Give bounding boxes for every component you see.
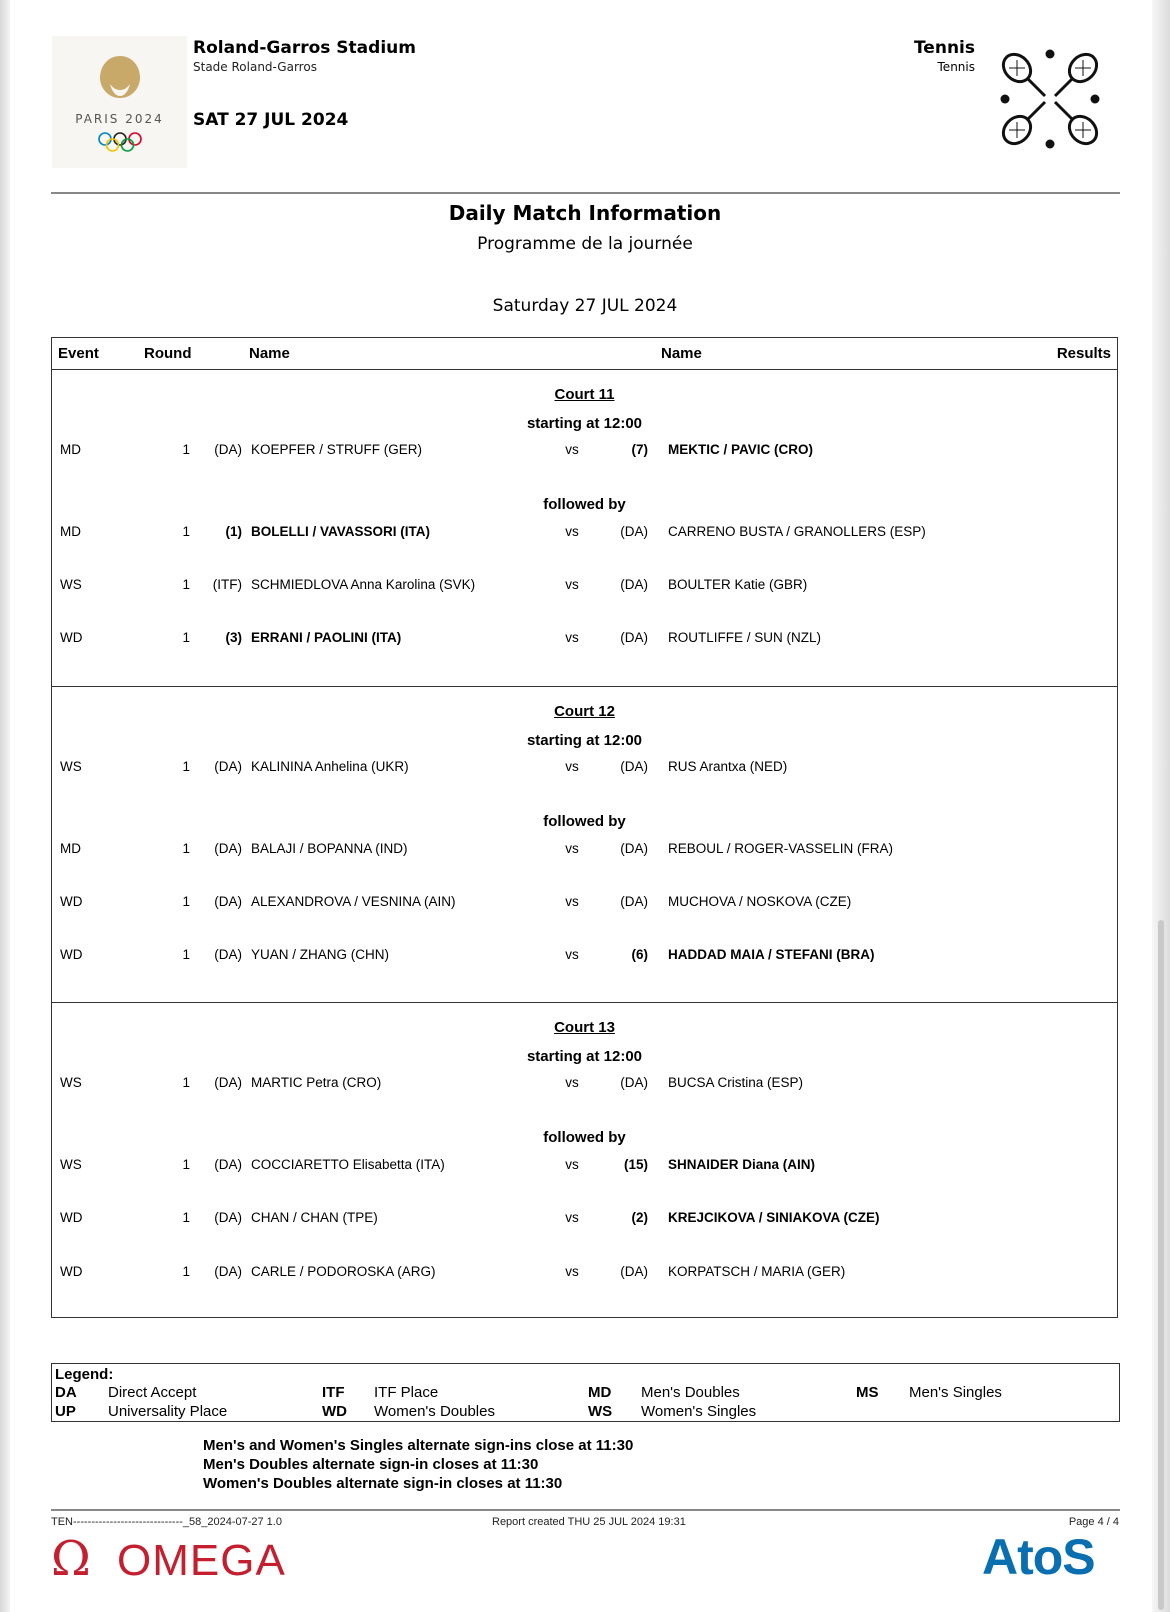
seed-1: (DA) <box>214 1075 242 1090</box>
player-2: MEKTIC / PAVIC (CRO) <box>668 442 813 457</box>
header-results: Results <box>1056 345 1111 362</box>
seed-1: (DA) <box>214 442 242 457</box>
legend-code: ITF <box>322 1384 345 1401</box>
followed-by: followed by <box>543 813 626 830</box>
seed-2: (7) <box>631 442 648 457</box>
header-round: Round <box>144 345 192 362</box>
logo-text: PARIS 2024 <box>75 112 164 126</box>
header-event: Event <box>58 345 99 362</box>
match-row <box>52 1157 1117 1177</box>
legend-code: DA <box>55 1384 77 1401</box>
match-event: WS <box>60 1075 82 1090</box>
player-2: BOULTER Katie (GBR) <box>668 577 808 592</box>
player-2: MUCHOVA / NOSKOVA (CZE) <box>668 894 852 909</box>
match-event: WD <box>60 1264 83 1279</box>
court-block <box>52 686 1117 1002</box>
vs-label: vs <box>565 947 579 962</box>
followed-by: followed by <box>543 496 626 513</box>
player-1: ERRANI / PAOLINI (ITA) <box>251 630 402 645</box>
match-event: MD <box>60 524 81 539</box>
page-title: Daily Match Information <box>448 201 722 225</box>
flame-icon <box>94 54 146 106</box>
match-round: 1 <box>182 894 190 909</box>
match-event: WS <box>60 759 82 774</box>
match-round: 1 <box>182 1210 190 1225</box>
tennis-pictogram-icon <box>995 44 1105 154</box>
match-round: 1 <box>182 1157 190 1172</box>
match-event: WS <box>60 577 82 592</box>
match-row <box>52 841 1117 861</box>
player-2: KREJCIKOVA / SINIAKOVA (CZE) <box>668 1210 880 1225</box>
olympic-rings-icon <box>97 131 143 153</box>
seed-1: (DA) <box>214 894 242 909</box>
match-round: 1 <box>182 1264 190 1279</box>
player-1: COCCIARETTO Elisabetta (ITA) <box>251 1157 445 1172</box>
vs-label: vs <box>565 759 579 774</box>
seed-2: (DA) <box>620 630 648 645</box>
seed-2: (15) <box>623 1157 648 1172</box>
legend-label: Women's Singles <box>641 1403 757 1420</box>
sport-name-fr: Tennis <box>937 60 975 74</box>
seed-1: (DA) <box>214 947 242 962</box>
match-event: WS <box>60 1157 82 1172</box>
seed-2: (2) <box>631 1210 648 1225</box>
player-2: RUS Arantxa (NED) <box>668 759 788 774</box>
court-name: Court 11 <box>554 386 615 403</box>
court-name: Court 13 <box>554 1019 615 1036</box>
sign-in-note: Men's Doubles alternate sign-in closes at 11:30 <box>203 1456 539 1473</box>
match-round: 1 <box>182 1075 190 1090</box>
atos-logo: AtoS <box>982 1529 1095 1585</box>
legend-label: Men's Doubles <box>641 1384 740 1401</box>
omega-symbol-icon: Ω <box>51 1531 91 1587</box>
match-event: MD <box>60 442 81 457</box>
match-round: 1 <box>182 841 190 856</box>
player-2: HADDAD MAIA / STEFANI (BRA) <box>668 947 875 962</box>
header-name-2: Name <box>661 345 702 362</box>
player-2: ROUTLIFFE / SUN (NZL) <box>668 630 822 645</box>
player-1: KALININA Anhelina (UKR) <box>251 759 409 774</box>
seed-1: (DA) <box>214 1210 242 1225</box>
match-round: 1 <box>182 442 190 457</box>
seed-2: (DA) <box>620 1075 648 1090</box>
player-1: ALEXANDROVA / VESNINA (AIN) <box>251 894 456 909</box>
legend-code: WS <box>588 1403 613 1420</box>
seed-2: (DA) <box>620 577 648 592</box>
player-1: SCHMIEDLOVA Anna Karolina (SVK) <box>251 577 476 592</box>
player-1: BALAJI / BOPANNA (IND) <box>251 841 408 856</box>
vs-label: vs <box>565 524 579 539</box>
match-row <box>52 1210 1117 1230</box>
vs-label: vs <box>565 630 579 645</box>
player-1: CARLE / PODOROSKA (ARG) <box>251 1264 436 1279</box>
legend-label: ITF Place <box>374 1384 439 1401</box>
match-round: 1 <box>182 577 190 592</box>
match-row <box>52 947 1117 967</box>
seed-2: (DA) <box>620 841 648 856</box>
match-row <box>52 1075 1117 1095</box>
player-1: KOEPFER / STRUFF (GER) <box>251 442 423 457</box>
vs-label: vs <box>565 1157 579 1172</box>
sign-in-note: Men's and Women's Singles alternate sign-ins close at 11:30 <box>203 1437 634 1454</box>
header-divider <box>51 192 1120 194</box>
player-2: BUCSA Cristina (ESP) <box>668 1075 804 1090</box>
legend-code: MS <box>856 1384 879 1401</box>
player-2: SHNAIDER Diana (AIN) <box>668 1157 816 1172</box>
sport-name: Tennis <box>913 38 975 58</box>
court-block <box>52 370 1117 686</box>
header-date: SAT 27 JUL 2024 <box>193 110 349 130</box>
page-subtitle: Programme de la journée <box>477 234 693 254</box>
seed-1: (DA) <box>214 759 242 774</box>
player-2: REBOUL / ROGER-VASSELIN (FRA) <box>668 841 894 856</box>
match-row <box>52 524 1117 544</box>
vs-label: vs <box>565 1264 579 1279</box>
scrollbar[interactable] <box>1158 920 1164 1610</box>
header-name-1: Name <box>249 345 290 362</box>
court-block <box>52 1002 1117 1318</box>
vs-label: vs <box>565 894 579 909</box>
player-2: CARRENO BUSTA / GRANOLLERS (ESP) <box>668 524 926 539</box>
match-event: WD <box>60 630 83 645</box>
player-1: YUAN / ZHANG (CHN) <box>251 947 389 962</box>
legend-code: WD <box>322 1403 347 1420</box>
table-header <box>52 338 1117 370</box>
seed-1: (3) <box>225 630 242 645</box>
footer-divider <box>51 1509 1120 1511</box>
player-1: CHAN / CHAN (TPE) <box>251 1210 378 1225</box>
match-event: WD <box>60 1210 83 1225</box>
seed-2: (DA) <box>620 759 648 774</box>
programme-date: Saturday 27 JUL 2024 <box>492 296 678 316</box>
sign-in-note: Women's Doubles alternate sign-in closes at 11:30 <box>203 1475 563 1492</box>
seed-1: (DA) <box>214 1157 242 1172</box>
seed-2: (DA) <box>620 524 648 539</box>
venue-name-fr: Stade Roland-Garros <box>193 60 317 74</box>
match-round: 1 <box>182 947 190 962</box>
seed-2: (DA) <box>620 894 648 909</box>
vs-label: vs <box>565 577 579 592</box>
seed-1: (DA) <box>214 1264 242 1279</box>
match-row <box>52 442 1117 462</box>
legend-title: Legend: <box>55 1366 114 1383</box>
match-row <box>52 1264 1117 1284</box>
match-row <box>52 894 1117 914</box>
court-start-time: starting at 12:00 <box>526 415 643 432</box>
court-name: Court 12 <box>554 703 615 720</box>
court-start-time: starting at 12:00 <box>526 1048 643 1065</box>
legend-label: Universality Place <box>108 1403 228 1420</box>
match-event: MD <box>60 841 81 856</box>
match-event: WD <box>60 947 83 962</box>
seed-2: (6) <box>631 947 648 962</box>
legend-code: MD <box>588 1384 612 1401</box>
legend-label: Direct Accept <box>108 1384 197 1401</box>
page-number: Page 4 / 4 <box>1068 1516 1119 1528</box>
vs-label: vs <box>565 442 579 457</box>
player-1: BOLELLI / VAVASSORI (ITA) <box>251 524 430 539</box>
court-start-time: starting at 12:00 <box>526 732 643 749</box>
seed-1: (DA) <box>214 841 242 856</box>
vs-label: vs <box>565 1075 579 1090</box>
vs-label: vs <box>565 1210 579 1225</box>
match-table <box>51 337 1118 1318</box>
report-created: Report created THU 25 JUL 2024 19:31 <box>492 1516 686 1528</box>
vs-label: vs <box>565 841 579 856</box>
legend-label: Men's Singles <box>909 1384 1002 1401</box>
omega-logo: OMEGA <box>117 1536 286 1585</box>
match-row <box>52 759 1117 779</box>
match-round: 1 <box>182 759 190 774</box>
player-2: KORPATSCH / MARIA (GER) <box>668 1264 846 1279</box>
legend-label: Women's Doubles <box>374 1403 495 1420</box>
match-row <box>52 577 1117 597</box>
match-round: 1 <box>182 630 190 645</box>
paris-2024-logo <box>52 36 187 168</box>
legend-code: UP <box>55 1403 76 1420</box>
seed-1: (1) <box>225 524 242 539</box>
venue-name: Roland-Garros Stadium <box>193 38 416 58</box>
player-1: MARTIC Petra (CRO) <box>251 1075 382 1090</box>
report-code: TEN------------------------------_58_2024-07-27 1.0 <box>51 1516 282 1528</box>
followed-by: followed by <box>543 1129 626 1146</box>
seed-1: (ITF) <box>212 577 242 592</box>
match-row <box>52 630 1117 650</box>
seed-2: (DA) <box>620 1264 648 1279</box>
match-event: WD <box>60 894 83 909</box>
legend-box <box>51 1363 1120 1422</box>
match-round: 1 <box>182 524 190 539</box>
